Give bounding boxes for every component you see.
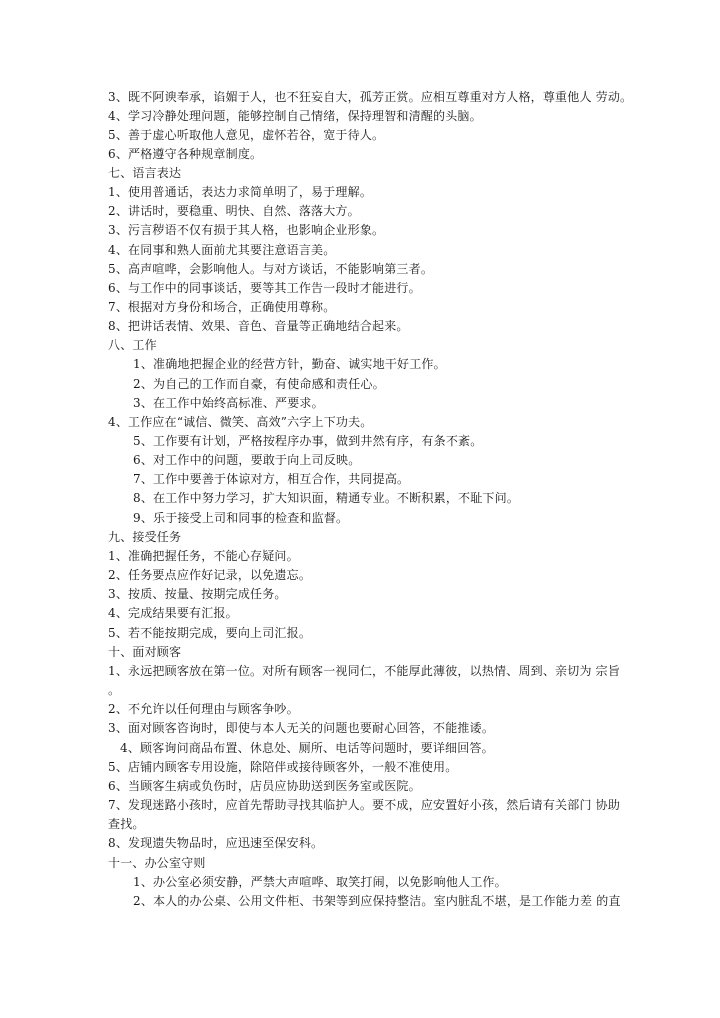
text-line: 4、学习冷静处理问题，能够控制自己情绪，保持理智和清醒的头脑。 <box>108 109 482 123</box>
text-line: 1、准确把握任务，不能心存疑问。 <box>108 549 299 563</box>
text-line: 8、把讲话表情、效果、音色、音量等正确地结合起来。 <box>108 319 409 333</box>
text-line: 6、与工作中的同事谈话，要等其工作告一段时才能进行。 <box>108 281 421 295</box>
text-line: 4、顾客询问商品布置、休息处、厕所、电话等问题时，要详细回答。 <box>120 741 494 755</box>
text-line: 查找。 <box>108 817 145 831</box>
section-heading: 十一、办公室守则 <box>108 856 206 870</box>
text-line: 7、根据对方身份和场合，正确使用尊称。 <box>108 300 336 314</box>
text-line: 5、店铺内顾客专用设施，除陪伴或接待顾客外，一般不准使用。 <box>108 760 458 774</box>
text-line: 5、工作要有计划，严格按程序办事，做到井然有序，有条不紊。 <box>133 434 483 448</box>
text-line: 7、发现迷路小孩时，应首先帮助寻找其临护人。要不成，应安置好小孩，然后请有关部门 协助 <box>108 798 621 812</box>
text-line: 1、永远把顾客放在第一位。对所有顾客一视同仁，不能厚此薄彼，以热情、周到、亲切为 宗旨 <box>108 664 621 678</box>
text-line: 。 <box>108 683 121 697</box>
text-line: 2、本人的办公桌、公用文件柜、书架等到应保持整洁。室内脏乱不堪，是工作能力差 的直 <box>133 894 621 908</box>
section-heading: 七、语言表达 <box>108 166 182 180</box>
text-line: 1、使用普通话，表达力求简单明了，易于理解。 <box>108 185 373 199</box>
text-line: 3、面对顾客咨询时，即使与本人无关的问题也要耐心回答，不能推诿。 <box>108 721 495 735</box>
text-line: 8、在工作中努力学习，扩大知识面，精通专业。不断积累，不耻下问。 <box>133 491 520 505</box>
section-heading: 九、接受任务 <box>108 530 182 544</box>
text-line: 3、污言秽语不仅有损于其人格，也影响企业形象。 <box>108 223 385 237</box>
text-line: 1、办公室必须安静，严禁大声喧哗、取笑打闹，以免影响他人工作。 <box>133 875 507 889</box>
text-line: 3、按质、按量、按期完成任务。 <box>108 587 287 601</box>
text-line: 5、若不能按期完成，要向上司汇报。 <box>108 626 312 640</box>
text-line: 6、当顾客生病或负伤时，店员应协助送到医务室或医院。 <box>108 779 421 793</box>
text-line: 4、工作应在“诚信、微笑、高效”六字上下功夫。 <box>108 415 373 429</box>
text-line: 2、为自己的工作而自豪，有使命感和责任心。 <box>133 377 385 391</box>
text-line: 4、在同事和熟人面前尤其要注意语言美。 <box>108 243 336 257</box>
section-heading: 八、工作 <box>108 338 157 352</box>
text-line: 2、讲话时，要稳重、明快、自然、落落大方。 <box>108 204 360 218</box>
section-heading: 十、面对顾客 <box>108 645 182 659</box>
text-line: 5、高声喧哗，会影响他人。与对方谈话，不能影响第三者。 <box>108 262 434 276</box>
text-line: 3、在工作中始终高标准、严要求。 <box>133 396 324 410</box>
text-line: 4、完成结果要有汇报。 <box>108 606 238 620</box>
text-line: 6、对工作中的问题，要敢于向上司反映。 <box>133 453 361 467</box>
text-line: 8、发现遗失物品时，应迅速至保安科。 <box>108 836 324 850</box>
text-line: 5、善于虚心听取他人意见，虚怀若谷，宽于待人。 <box>108 128 385 142</box>
text-line: 9、乐于接受上司和同事的检查和监督。 <box>133 511 349 525</box>
text-line: 6、严格遵守各种规章制度。 <box>108 147 263 161</box>
text-line: 2、不允许以任何理由与顾客争吵。 <box>108 702 299 716</box>
text-line: 1、准确地把握企业的经营方针，勤奋、诚实地干好工作。 <box>133 357 446 371</box>
text-line: 2、任务要点应作好记录，以免遗忘。 <box>108 568 312 582</box>
text-line: 7、工作中要善于体谅对方，相互合作，共同提高。 <box>133 472 410 486</box>
text-line: 3、既不阿谀奉承，谄媚于人，也不狂妄自大，孤芳正赏。应相互尊重对方人格，尊重他人 劳动。 <box>108 90 633 104</box>
